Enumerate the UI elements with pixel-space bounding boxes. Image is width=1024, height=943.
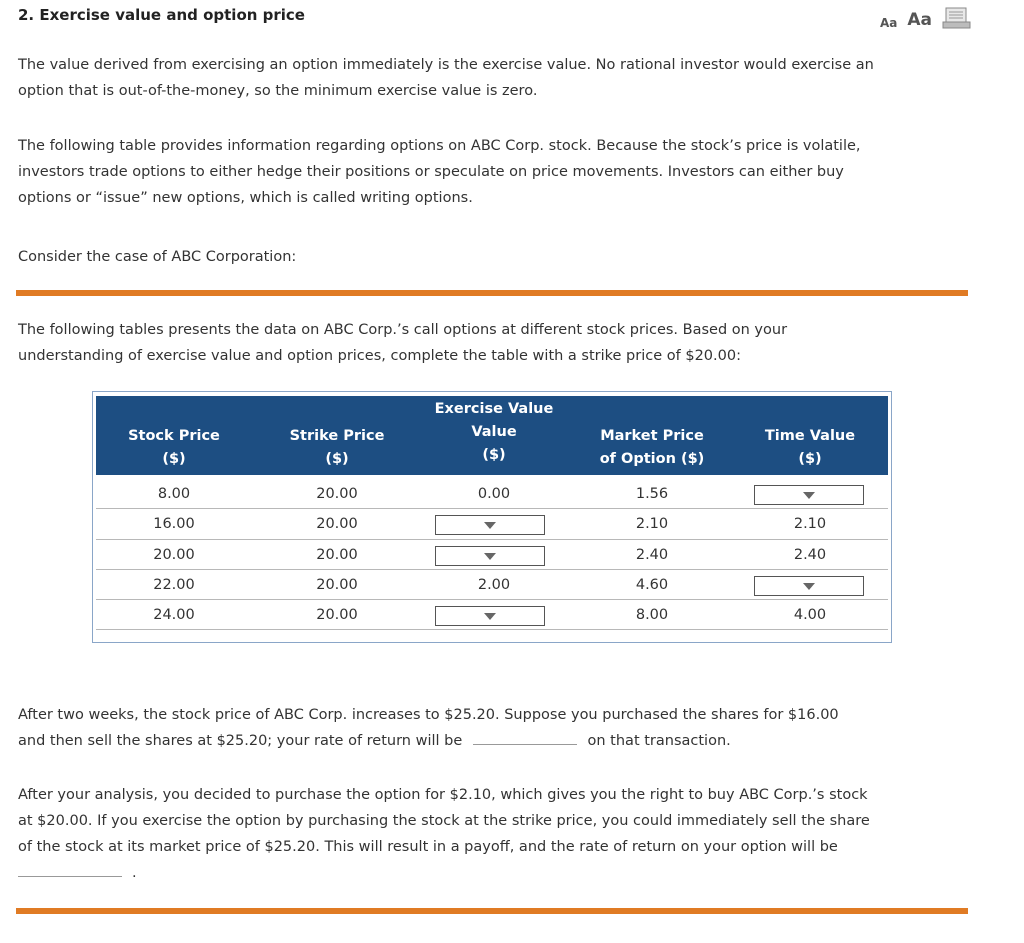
table-intro [18, 317, 787, 369]
intro-p2-line2: investors trade options to either hedge their positions or speculate on price movements. Investors can either buy [18, 164, 844, 180]
toolbar [880, 6, 972, 30]
case-intro: Consider the case of ABC Corporation: [18, 249, 297, 265]
increase-text-size-button[interactable]: Aa [907, 10, 932, 30]
stock-return-answer-blank[interactable] [473, 730, 577, 745]
row2-stock-price: 16.00 [153, 516, 195, 532]
intro-paragraph-2 [18, 133, 861, 211]
row2-strike-price: 20.00 [316, 516, 358, 532]
row4-time-value-dropdown[interactable] [754, 576, 864, 596]
section-divider-bottom [16, 908, 968, 914]
header-strike-price: Strike Price ($) [289, 428, 385, 467]
q1-line1: After two weeks, the stock price of ABC Corp. increases to $25.20. Suppose you purchased the shares for $16.00 [18, 707, 839, 723]
q2-line2: at $20.00. If you exercise the option by purchasing the stock at the strike price, you could immediately sell the share [18, 813, 870, 829]
row3-strike-price: 20.00 [316, 547, 358, 563]
row1-exercise-value: 0.00 [477, 486, 511, 502]
row3-market-price: 2.40 [635, 547, 669, 563]
options-table [92, 391, 892, 643]
row-divider [96, 569, 888, 570]
row2-exercise-value-dropdown[interactable] [435, 515, 545, 535]
intro-paragraph-1 [18, 52, 874, 104]
row-divider [96, 629, 888, 630]
question-option-return [18, 782, 870, 886]
question-stock-return [18, 702, 839, 754]
row5-exercise-value-dropdown[interactable] [435, 606, 545, 626]
header-exercise-value: Exercise Value Value ($) [434, 401, 554, 463]
row2-time-value: 2.10 [793, 516, 827, 532]
q2-line4-end: . [132, 865, 137, 881]
intro-p1-line1: The value derived from exercising an option immediately is the exercise value. No rational investor would exercise an [18, 57, 874, 73]
row-divider [96, 508, 888, 509]
row4-market-price: 4.60 [635, 577, 669, 593]
q2-line3: of the stock at its market price of $25.20. This will result in a payoff, and the rate of return on your option will be [18, 839, 838, 855]
header-market-price: Market Price of Option ($) [599, 428, 705, 467]
row4-exercise-value: 2.00 [477, 577, 511, 593]
row3-time-value: 2.40 [793, 547, 827, 563]
q1-line2-end: on that transaction. [587, 733, 731, 749]
table-intro-line1: The following tables presents the data on ABC Corp.’s call options at different stock prices. Based on your [18, 322, 788, 338]
table-intro-line2: understanding of exercise value and option prices, complete the table with a strike price of $20.00: [18, 348, 741, 364]
row1-market-price: 1.56 [635, 486, 669, 502]
row-divider [96, 599, 888, 600]
chevron-down-icon [484, 553, 496, 560]
page-title: 2. Exercise value and option price [18, 6, 305, 24]
section-divider-top [16, 290, 968, 296]
chevron-down-icon [803, 492, 815, 499]
row2-market-price: 2.10 [635, 516, 669, 532]
header-time-value: Time Value ($) [764, 428, 856, 467]
row1-stock-price: 8.00 [157, 486, 191, 502]
intro-p1-line2: option that is out-of-the-money, so the minimum exercise value is zero. [18, 83, 538, 99]
print-icon[interactable] [942, 6, 972, 30]
chevron-down-icon [484, 522, 496, 529]
q2-line1: After your analysis, you decided to purchase the option for $2.10, which gives you the right to buy ABC Corp.’s stock [18, 787, 868, 803]
row5-market-price: 8.00 [635, 607, 669, 623]
table-header [96, 396, 888, 475]
option-return-answer-blank[interactable] [18, 862, 122, 877]
header-stock-price: Stock Price ($) [128, 428, 220, 467]
row1-strike-price: 20.00 [316, 486, 358, 502]
row3-stock-price: 20.00 [153, 547, 195, 563]
chevron-down-icon [484, 613, 496, 620]
row-divider [96, 539, 888, 540]
decrease-text-size-button[interactable]: Aa [879, 16, 898, 30]
q1-line2-start: and then sell the shares at $25.20; your rate of return will be [18, 733, 463, 749]
chevron-down-icon [803, 583, 815, 590]
row3-exercise-value-dropdown[interactable] [435, 546, 545, 566]
intro-p2-line3: options or “issue” new options, which is called writing options. [18, 190, 473, 206]
row5-time-value: 4.00 [793, 607, 827, 623]
intro-p2-line1: The following table provides information regarding options on ABC Corp. stock. Because the stock’s price is volatile, [18, 138, 861, 154]
row5-stock-price: 24.00 [153, 607, 195, 623]
row1-time-value-dropdown[interactable] [754, 485, 864, 505]
row4-strike-price: 20.00 [316, 577, 358, 593]
row4-stock-price: 22.00 [153, 577, 195, 593]
row5-strike-price: 20.00 [316, 607, 358, 623]
